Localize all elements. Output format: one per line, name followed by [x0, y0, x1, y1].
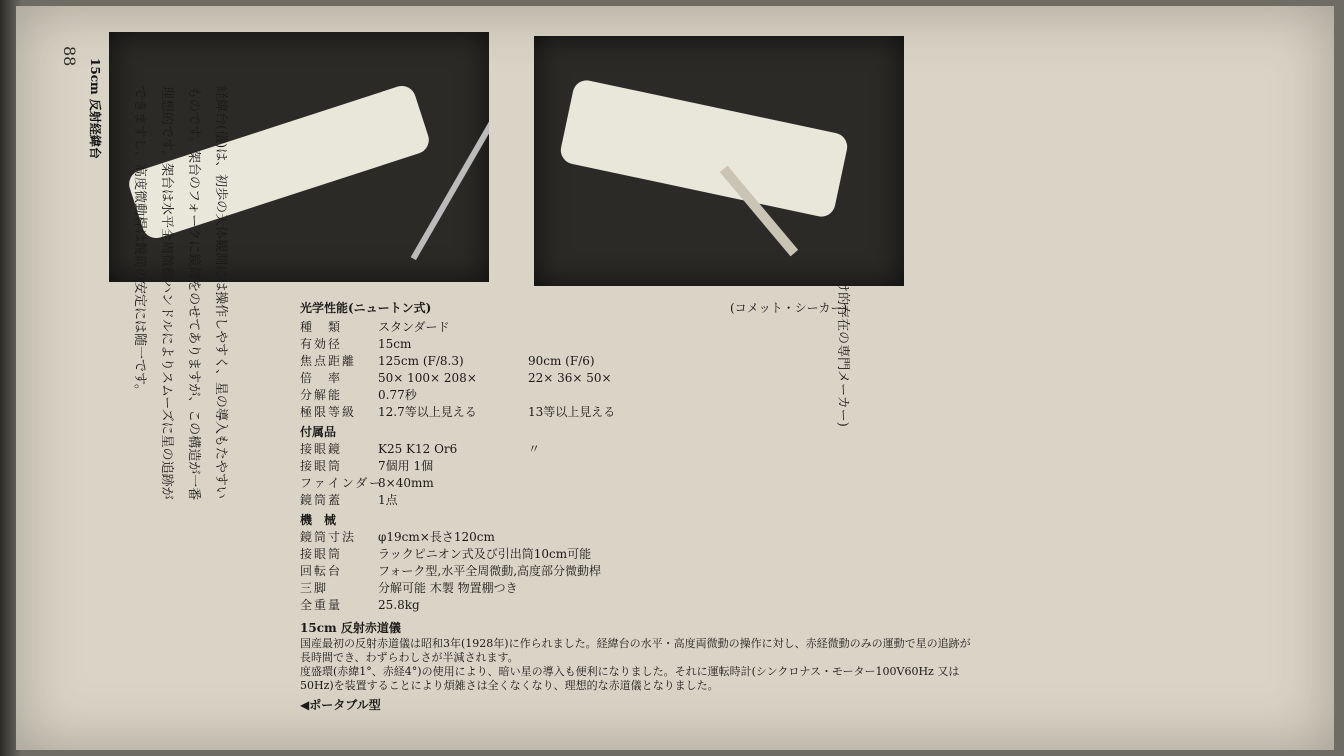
section1-body — [126, 86, 234, 500]
spec-row: 焦点距離 125cm (F/8.3) 90cm (F/6) — [300, 354, 595, 368]
section1-line: 理想的です。架台は水平全周微動ハンドルによりスムーズに星の追跡が — [159, 86, 174, 500]
spec-and-text-area — [300, 300, 980, 740]
page-number: 88 — [60, 46, 79, 67]
accessories-heading: 付属品 — [300, 425, 337, 439]
accessory-row: 接眼筒 7個用 1個 — [300, 459, 434, 473]
mechanical-row: 接眼筒 ラックピニオン式及び引出筒10cm可能 — [300, 547, 592, 561]
portable-caption: ◀ポータブル型 — [300, 698, 381, 712]
spec-row: 倍 率 50× 100× 208× 22× 36× 50× — [300, 371, 612, 385]
section1-title: 15cm 反射経緯台 — [88, 58, 102, 159]
specs-heading: 光学性能(ニュートン式) — [300, 301, 432, 315]
spec-row: 分解能 0.77秒 — [300, 388, 417, 402]
mechanical-row: 回転台 フォーク型,水平全周微動,高度部分微動桿 — [300, 564, 602, 578]
photo-alt-az-telescope — [534, 36, 904, 286]
comet-label: (コメット・シーカー) — [730, 301, 848, 315]
section1-line: 経緯台(儀)は、初歩の天体観測には操作しやすく、星の導入もたやすい — [213, 86, 228, 499]
accessory-row: ファインダー 8×40mm — [300, 476, 434, 490]
section1-line: ものです。架台のフォークに鏡筒をのせてありますが、この構造が一番 — [186, 86, 201, 501]
mechanical-heading: 機 械 — [300, 513, 337, 527]
section2-body: 国産最初の反射赤道儀は昭和3年(1928年)に作られました。経緯台の水平・高度両微動の操作に対し、赤経微動のみの運動で星の追跡が長時間でき、わずらわしさが半減されます。 度盛環(赤緯1°、赤経4°)の使用により、暗い星の導入も便利になりました。それに運転時計(シンクロナス・モーター100V60Hz 又は 50Hz)を装置することにより煩雑さは全くなくなり、理想的な赤道儀となりました。 — [300, 637, 971, 692]
mechanical-row: 三脚 分解可能 木製 物置棚つき — [300, 581, 518, 595]
accessory-row: 接眼鏡 K25 K12 Or6 〃 — [300, 442, 541, 456]
accessory-row: 鏡筒蓋 1点 — [300, 493, 398, 507]
mechanical-row: 全重量 25.8kg — [300, 598, 420, 612]
spec-row: 有効径 15cm — [300, 337, 412, 351]
section1-line: できますし、高度微動桿は鏡筒の安定には随一です。 — [132, 86, 147, 397]
mechanical-row: 鏡筒寸法 φ19cm×長さ120cm — [300, 530, 495, 544]
section2-title: 15cm 反射赤道儀 — [300, 621, 401, 635]
spec-row: 種 類 スタンダード — [300, 320, 450, 334]
spec-row: 極限等級 12.7等以上見える 13等以上見える — [300, 405, 616, 419]
